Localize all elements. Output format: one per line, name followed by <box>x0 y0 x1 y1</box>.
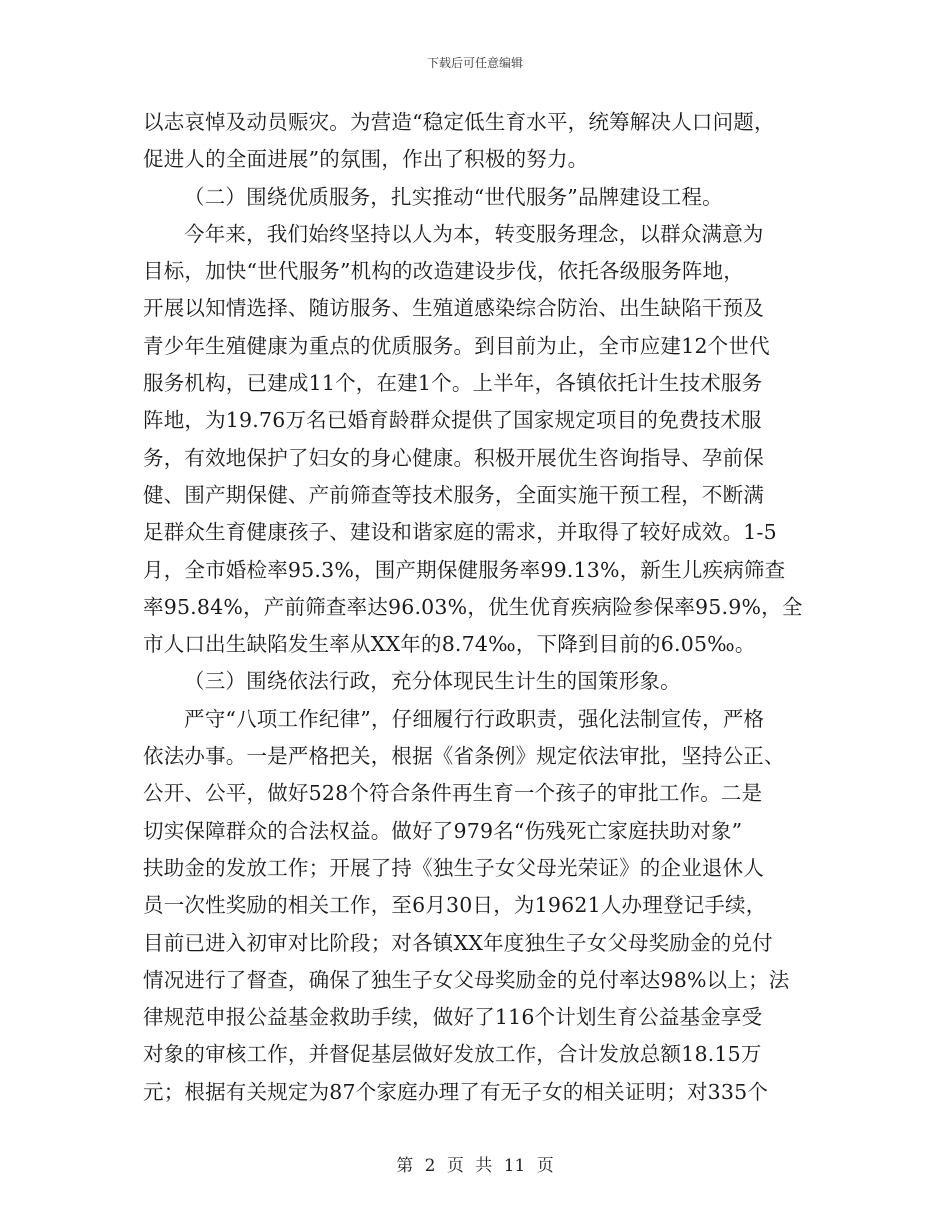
page-footer: 第 2 页 共 11 页 <box>396 1156 554 1176</box>
text-line: 目标，加快“世代服务”机构的改造建设步伐，依托各级服务阵地， <box>143 259 744 284</box>
text-line: 服务机构，已建成11个，在建1个。上半年，各镇依托计生技术服务 <box>143 371 763 396</box>
text-line: 切实保障群众的合法权益。做好了979名“伤残死亡家庭扶助对象” <box>143 818 743 843</box>
text-line: 严守“八项工作纪律”，仔细履行行政职责，强化法制宣传，严格 <box>184 706 765 731</box>
text-line: 足群众生育健康孩子、建设和谐家庭的需求，并取得了较好成效。1-5 <box>143 520 777 545</box>
text-line: 促进人的全面进展”的氛围，作出了积极的努力。 <box>143 147 589 172</box>
text-line: 律规范申报公益基金救助手续，做好了116个计划生育公益基金享受 <box>143 1005 763 1030</box>
text-line: 今年来，我们始终坚持以人为本，转变服务理念，以群众满意为 <box>184 221 764 246</box>
page-header: 下载后可任意编辑 <box>426 56 523 70</box>
section-heading-3 <box>143 663 807 700</box>
text-line: 月，全市婚检率95.3%，围产期保健服务率99.13%，新生儿疾病筛查 <box>143 557 786 582</box>
paragraph-5 <box>143 701 807 1111</box>
text-line: 健、围产期保健、产前筛查等技术服务，全面实施干预工程，不断满 <box>143 482 764 507</box>
paragraph-1 <box>143 104 807 179</box>
text-line: 阵地，为19.76万名已婚育龄群众提供了国家规定项目的免费技术服 <box>143 408 762 433</box>
text-line: 情况进行了督查，确保了独生子女父母奖励金的兑付率达98%以上；法 <box>143 967 790 992</box>
text-line: 公开、公平，做好528个符合条件再生育一个孩子的审批工作。二是 <box>143 781 763 806</box>
document-body <box>143 104 807 1111</box>
text-line: 对象的审核工作，并督促基层做好发放工作，合计发放总额18.15万 <box>143 1042 762 1067</box>
text-line: 依法办事。一是严格把关，根据《省条例》规定依法审批，坚持公正、 <box>143 744 785 769</box>
text-line: 青少年生殖健康为重点的优质服务。到目前为止，全市应建12个世代 <box>143 333 770 358</box>
text-line: 扶助金的发放工作；开展了持《独生子女父母光荣证》的企业退休人 <box>143 855 764 880</box>
paragraph-3 <box>143 216 807 664</box>
text-line: 以志哀悼及动员赈灾。为营造“稳定低生育水平，统筹解决人口问题， <box>143 110 775 134</box>
text-line: 务，有效地保护了妇女的身心健康。积极开展优生咨询指导、孕前保 <box>143 445 764 470</box>
text-line: 开展以知情选择、随访服务、生殖道感染综合防治、出生缺陷干预及 <box>143 296 764 321</box>
text-line: （三）围绕依法行政，充分体现民生计生的国策形象。 <box>184 669 681 694</box>
text-line: 率95.84%，产前筛查率达96.03%，优生优育疾病险参保率95.9%，全 <box>143 594 803 619</box>
text-line: 员一次性奖励的相关工作，至6月30日，为19621人办理登记手续， <box>143 893 767 918</box>
text-line: 市人口出生缺陷发生率从XX年的8.74‰，下降到目前的6.05‰。 <box>143 632 756 657</box>
text-line: （二）围绕优质服务，扎实推动“世代服务”品牌建设工程。 <box>184 184 723 209</box>
text-line: 元；根据有关规定为87个家庭办理了有无子女的相关证明；对335个 <box>143 1079 769 1104</box>
section-heading-2 <box>143 179 807 216</box>
text-line: 目前已进入初审对比阶段；对各镇XX年度独生子女父母奖励金的兑付 <box>143 930 773 955</box>
